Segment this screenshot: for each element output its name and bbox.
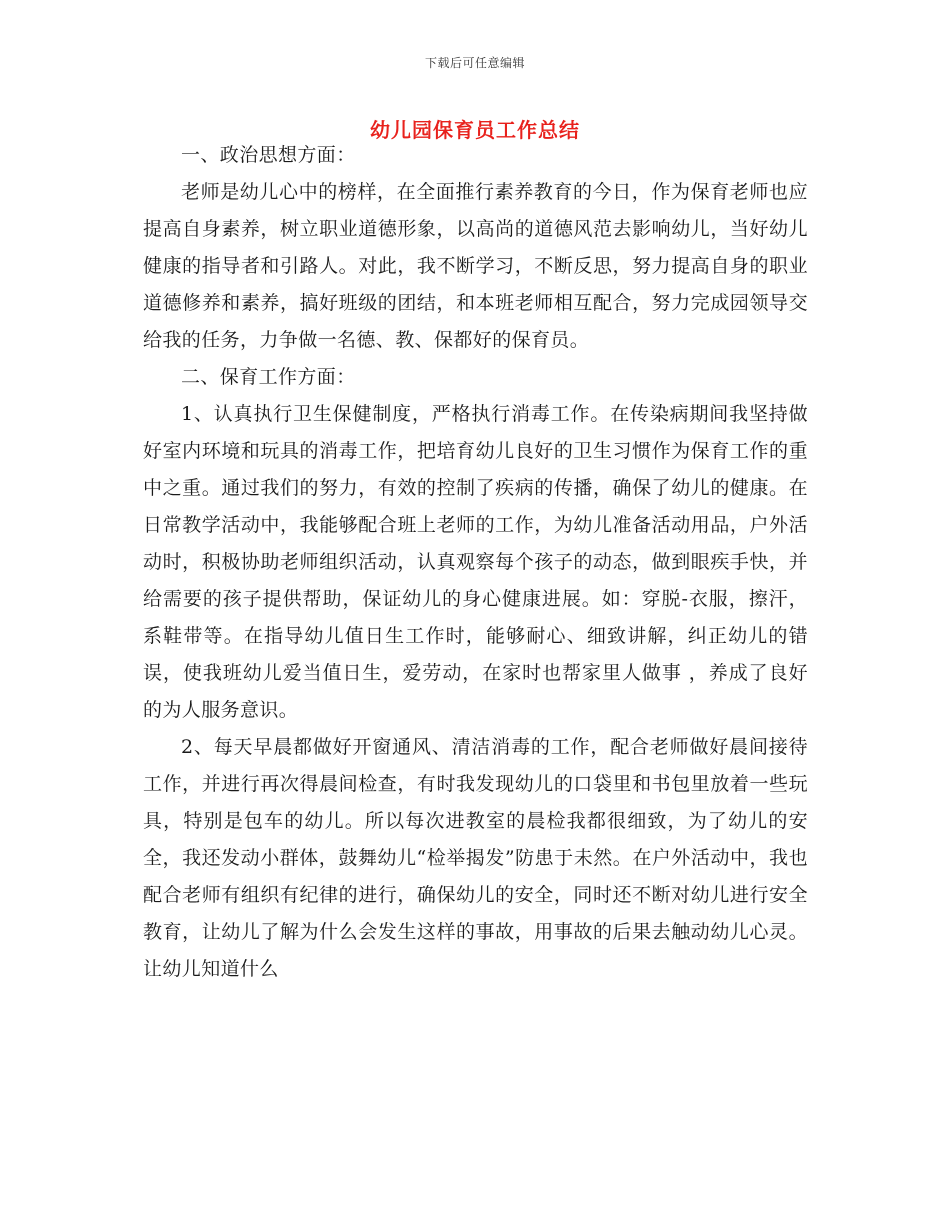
section-heading-care-work: 二、保育工作方面： [181, 366, 356, 388]
section-heading-politics: 一、政治思想方面： [181, 144, 356, 166]
paragraph-morning-routine: 2、每天早晨都做好开窗通风、清洁消毒的工作，配合老师做好晨间接待工作，并进行再次得晨间检查，有时我发现幼儿的口袋里和书包里放着一些玩具，特别是包车的幼儿。所以每次进教室的晨检我都很细致，为了幼儿的安全，我还发动小群体，鼓舞幼儿“检举揭发”防患于未然。在户外活动中，我也配合老师有组织有纪律的进行，确保幼儿的安全，同时还不断对幼儿进行安全教育，让幼儿了解为什么会发生这样的事故，用事故的后果去触动幼儿心灵。让幼儿知道什么 [143, 736, 808, 980]
document-body [143, 137, 808, 988]
paragraph-politics: 老师是幼儿心中的榜样，在全面推行素养教育的今日，作为保育老师也应提高自身素养，树立职业道德形象，以高尚的道德风范去影响幼儿，当好幼儿健康的指导者和引路人。对此，我不断学习，不断反思，努力提高自身的职业道德修养和素养，搞好班级的团结，和本班老师相互配合，努力完成园领导交给我的任务，力争做一名德、教、保都好的保育员。 [143, 181, 808, 351]
document-title: 幼儿园保育员工作总结 [370, 118, 580, 142]
paragraph-hygiene: 1、认真执行卫生保健制度，严格执行消毒工作。在传染病期间我坚持做好室内环境和玩具的消毒工作，把培育幼儿良好的卫生习惯作为保育工作的重中之重。通过我们的努力，有效的控制了疾病的传播，确保了幼儿的健康。在日常教学活动中，我能够配合班上老师的工作，为幼儿准备活动用品，户外活动时，积极协助老师组织活动，认真观察每个孩子的动态，做到眼疾手快，并给需要的孩子提供帮助，保证幼儿的身心健康进展。如：穿脱-衣服，擦汗，系鞋带等。在指导幼儿值日生工作时，能够耐心、细致讲解，纠正幼儿的错误，使我班幼儿爱当值日生，爱劳动，在家时也帮家里人做事 ，养成了良好的为人服务意识。 [143, 403, 808, 721]
header-note: 下载后可任意编辑 [424, 56, 525, 70]
